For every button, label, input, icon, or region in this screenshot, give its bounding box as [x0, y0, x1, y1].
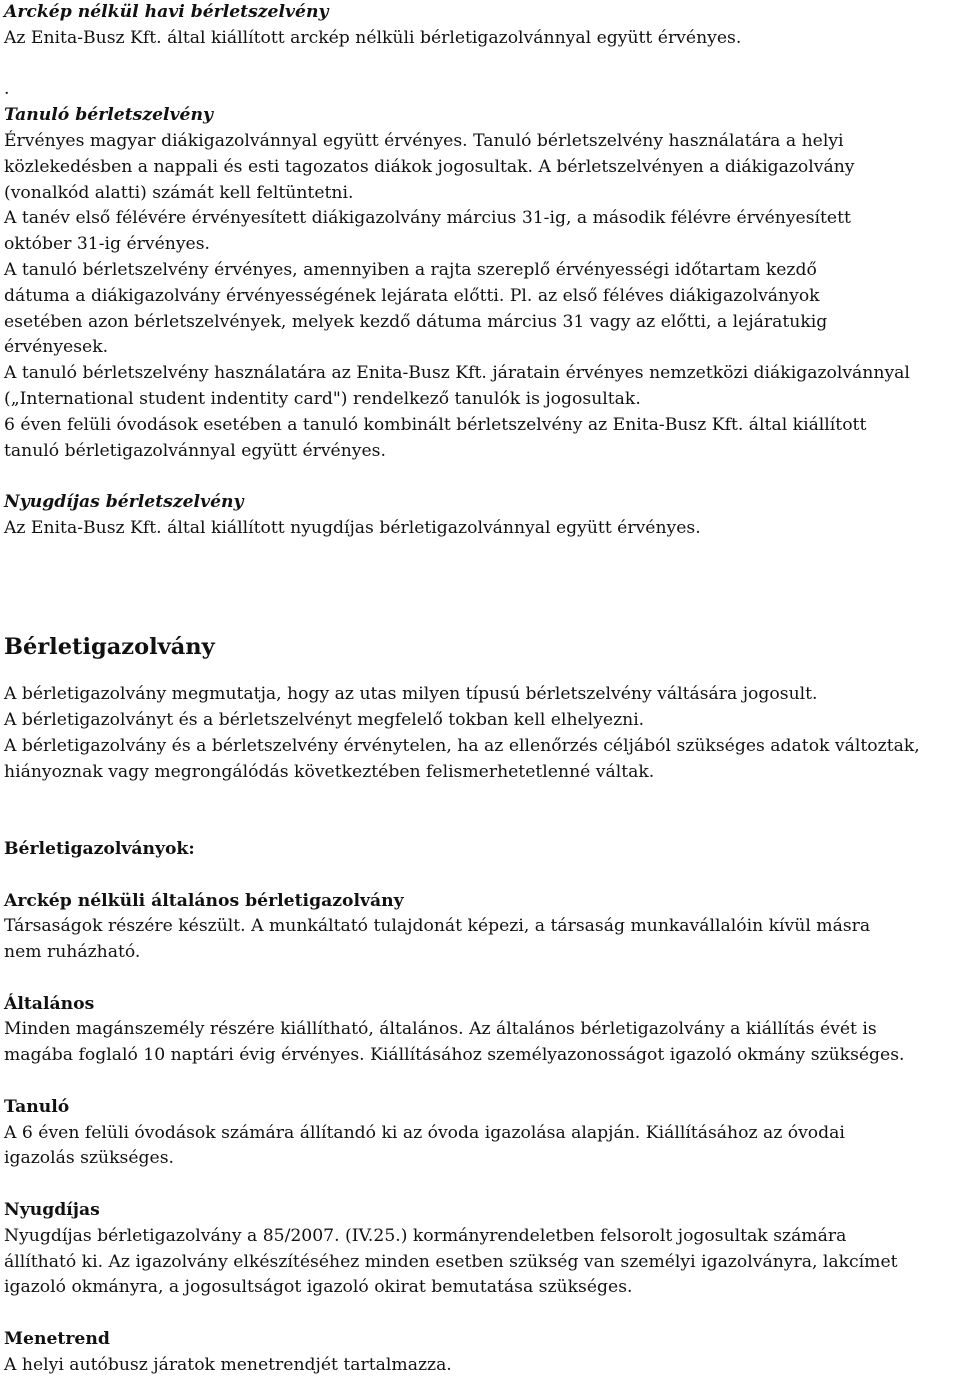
spacer: [4, 464, 958, 490]
paragraph-line: (vonalkód alatti) számát kell feltüntetni.: [4, 182, 354, 203]
paragraph-line: A bérletigazolvány megmutatja, hogy az utas milyen típusú bérletszelvény váltására jogosult.: [4, 684, 818, 705]
section-tanulo-berletszelveny: [4, 77, 958, 464]
section-arckep-nelkul-havi: [4, 0, 958, 52]
paragraph-line: dátuma a diákigazolvány érvényességének lejárata előtti. Pl. az első féléves diákigazolványok: [4, 285, 820, 306]
paragraph-line: A bérletigazolványt és a bérletszelvényt megfelelő tokban kell elhelyezni.: [4, 709, 645, 730]
paragraph-line: Társaságok részére készült. A munkáltató tulajdonát képezi, a társaság munkavállalóin kívül másra: [4, 916, 871, 937]
spacer: [4, 1069, 958, 1095]
item-title: Nyugdíjas: [4, 1200, 100, 1221]
berletigazolvany-heading: Bérletigazolvány: [4, 634, 215, 661]
paragraph-line: Érvényes magyar diákigazolvánnyal együtt érvényes. Tanuló bérletszelvény használatára a helyi: [4, 130, 844, 151]
spacer: [4, 52, 958, 78]
document-page: [4, 0, 958, 1379]
paragraph-line: Nyugdíjas bérletigazolvány a 85/2007. (IV.25.) kormányrendeletben felsorolt jogosultak számára: [4, 1225, 847, 1246]
spacer: [4, 966, 958, 992]
item-title: Arckép nélküli általános bérletigazolvány: [4, 890, 404, 911]
spacer: [4, 811, 958, 837]
paragraph-line: Az Enita-Busz Kft. által kiállított nyugdíjas bérletigazolvánnyal együtt érvényes.: [4, 517, 701, 538]
spacer: [4, 542, 958, 568]
section-nyugdijas-berletszelveny: [4, 490, 958, 542]
item-title: Menetrend: [4, 1329, 110, 1350]
section-title: Nyugdíjas bérletszelvény: [4, 492, 244, 513]
paragraph-line: igazoló okmányra, a jogosultságot igazoló okirat bemutatása szükséges.: [4, 1277, 633, 1298]
item-tanulo: [4, 1095, 958, 1172]
paragraph-line: A tanév első félévére érvényesített diákigazolvány március 31-ig, a második félévre érvényesített: [4, 208, 851, 229]
item-arckep-nelkuli-altalanos: [4, 889, 958, 966]
spacer: [4, 785, 958, 811]
paragraph-line: A 6 éven felüli óvodások számára állítandó ki az óvoda igazolása alapján. Kiállításához az óvodai: [4, 1122, 845, 1143]
paragraph-line: érvényesek.: [4, 337, 109, 358]
paragraph-line: október 31-ig érvényes.: [4, 234, 211, 255]
paragraph-line: A helyi autóbusz járatok menetrendjét tartalmazza.: [4, 1354, 452, 1375]
spacer: [4, 593, 958, 619]
paragraph-line: magába foglaló 10 naptári évig érvényes. Kiállításához személyazonosságot igazoló okmány szükséges.: [4, 1045, 905, 1066]
item-menetrend: [4, 1327, 958, 1379]
stray-dot: .: [4, 79, 10, 100]
paragraph-line: hiányoznak vagy megrongálódás következtében felismerhetetlenné váltak.: [4, 761, 655, 782]
paragraph-line: esetében azon bérletszelvények, melyek kezdő dátuma március 31 vagy az előtti, a lejáratukig: [4, 311, 828, 332]
paragraph-line: („International student indentity card") rendelkező tanulók is jogosultak.: [4, 388, 641, 409]
paragraph-line: A tanuló bérletszelvény érvényes, amennyiben a rajta szereplő érvényességi időtartam kezdő: [4, 259, 817, 280]
item-title: Általános: [4, 993, 95, 1014]
section-berletigazolvany: [4, 682, 958, 785]
item-nyugdijas: [4, 1198, 958, 1301]
paragraph-line: tanuló bérletigazolvánnyal együtt érvényes.: [4, 440, 386, 461]
paragraph-line: Az Enita-Busz Kft. által kiállított arckép nélküli bérletigazolvánnyal együtt érvényes.: [4, 27, 742, 48]
spacer: [4, 863, 958, 889]
spacer: [4, 1172, 958, 1198]
section-title: Arckép nélkül havi bérletszelvény: [4, 2, 329, 22]
item-altalanos: [4, 992, 958, 1069]
item-title: Tanuló: [4, 1096, 70, 1117]
paragraph-line: A bérletigazolvány és a bérletszelvény érvénytelen, ha az ellenőrzés céljából szükséges adatok változtak,: [4, 735, 920, 756]
paragraph-line: 6 éven felüli óvodások esetében a tanuló kombinált bérletszelvény az Enita-Busz Kft. által kiállított: [4, 414, 867, 435]
paragraph-line: Minden magánszemély részére kiállítható, általános. Az általános bérletigazolvány a kiállítás évét is: [4, 1019, 877, 1040]
paragraph-line: közlekedésben a nappali és esti tagozatos diákok jogosultak. A bérletszelvényen a diákigazolvány: [4, 156, 855, 177]
paragraph-line: igazolás szükséges.: [4, 1148, 174, 1169]
section-title: Tanuló bérletszelvény: [4, 105, 213, 126]
paragraph-line: nem ruházható.: [4, 942, 141, 963]
berletigazolvanyok-heading: Bérletigazolványok:: [4, 838, 195, 859]
paragraph-line: A tanuló bérletszelvény használatára az Enita-Busz Kft. járatain érvényes nemzetközi diákigazolvánnyal: [4, 363, 910, 384]
paragraph-line: állítható ki. Az igazolvány elkészítéséhez minden esetben szükség van személyi igazolványra, lakcímet: [4, 1251, 898, 1272]
spacer: [4, 568, 958, 594]
spacer: [4, 1301, 958, 1327]
